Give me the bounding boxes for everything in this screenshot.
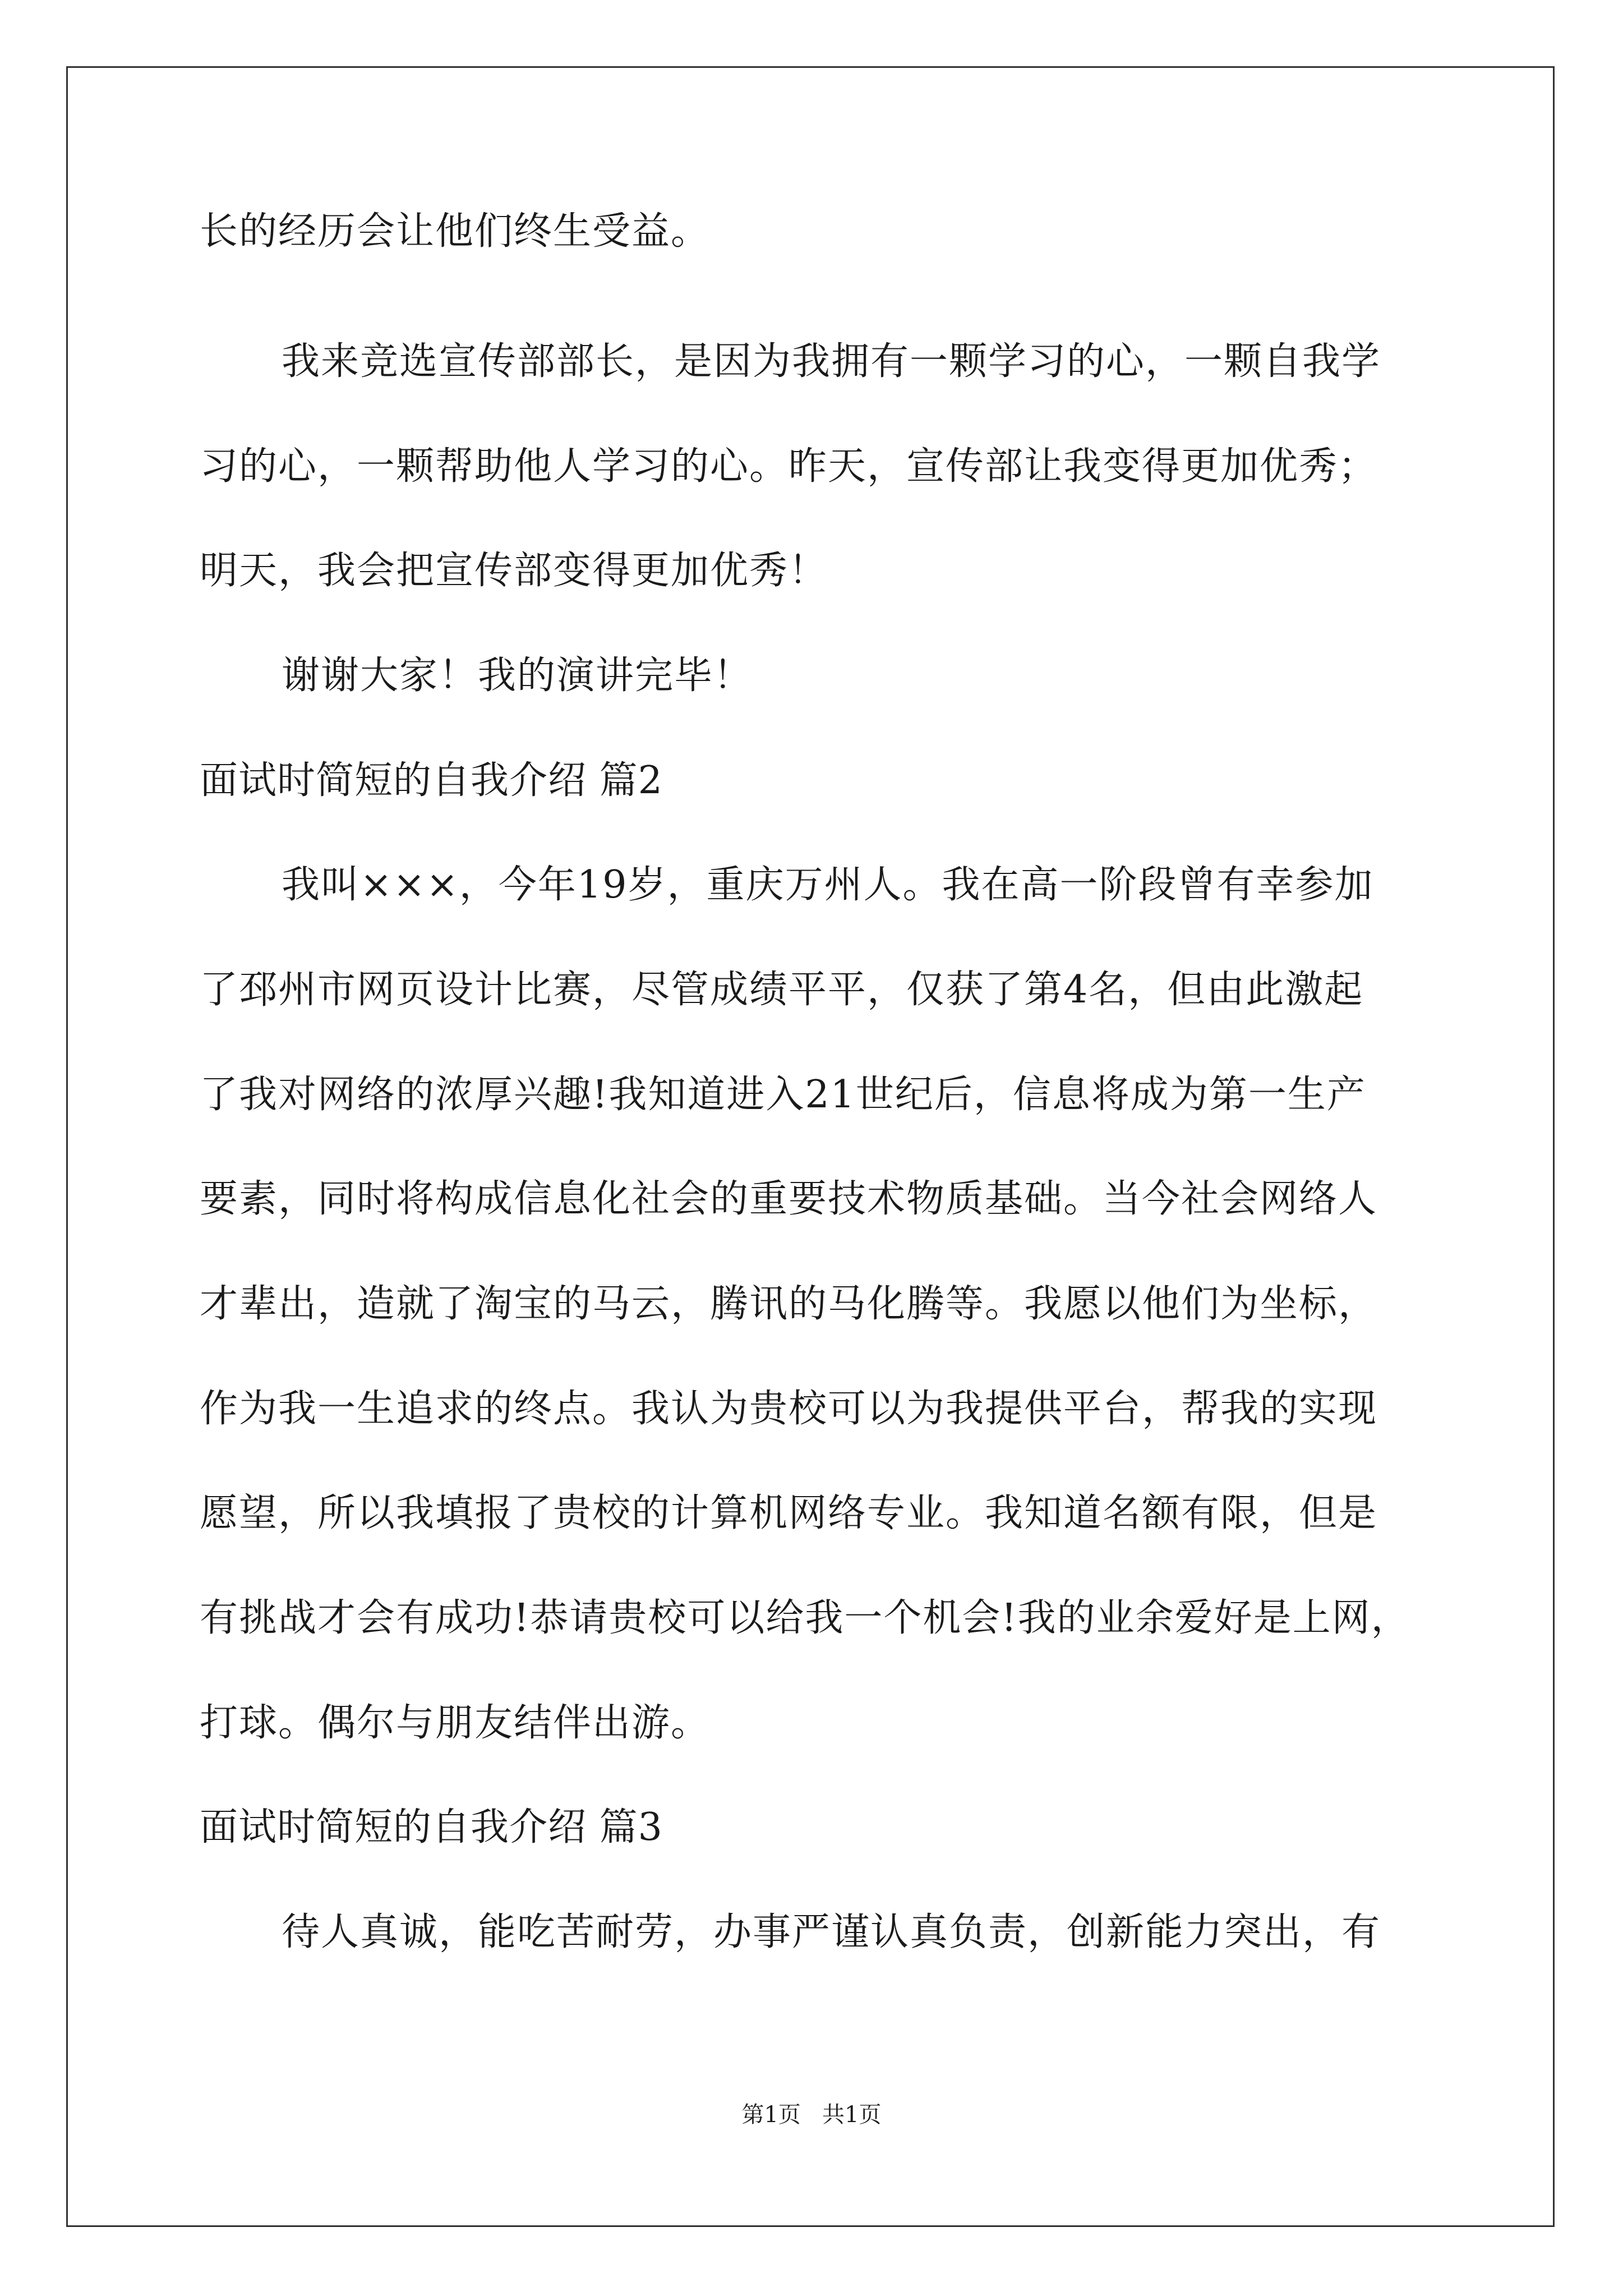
page-footer: 第1页 共1页 <box>741 2102 882 2128</box>
section-heading: 面试时简短的自我介绍 篇3 <box>200 1805 663 1849</box>
paragraph-line: 要素，同时将构成信息化社会的重要技术物质基础。当今社会网络人 <box>200 1177 1378 1221</box>
section-heading: 面试时简短的自我介绍 篇2 <box>200 758 663 803</box>
paragraph-line: 长的经历会让他们终生受益。 <box>200 209 711 254</box>
paragraph-line: 了邳州市网页设计比赛，尽管成绩平平，仅获了第4名，但由此激起 <box>200 968 1364 1012</box>
paragraph-line: 才辈出，造就了淘宝的马云，腾讯的马化腾等。我愿以他们为坐标， <box>200 1282 1378 1326</box>
paragraph-line: 明天，我会把宣传部变得更加优秀！ <box>200 549 828 593</box>
paragraph-line: 愿望，所以我填报了贵校的计算机网络专业。我知道名额有限，但是 <box>200 1491 1378 1535</box>
paragraph-line: 了我对网络的浓厚兴趣!我知道进入21世纪后，信息将成为第一生产 <box>200 1073 1366 1117</box>
paragraph-line: 打球。偶尔与朋友结伴出游。 <box>200 1701 711 1745</box>
paragraph-line: 作为我一生追求的终点。我认为贵校可以为我提供平台，帮我的实现 <box>200 1387 1378 1431</box>
paragraph-line: 我来竞选宣传部部长，是因为我拥有一颗学习的心，一颗自我学 <box>282 339 1381 384</box>
paragraph-line: 有挑战才会有成功!恭请贵校可以给我一个机会!我的业余爱好是上网， <box>200 1596 1410 1640</box>
paragraph-line: 我叫×××，今年19岁，重庆万州人。我在高一阶段曾有幸参加 <box>282 863 1374 907</box>
paragraph-line: 待人真诚，能吃苦耐劳，办事严谨认真负责，创新能力突出，有 <box>282 1910 1381 1954</box>
paragraph-line: 谢谢大家！我的演讲完毕！ <box>282 654 753 698</box>
page-border <box>66 66 1555 2227</box>
paragraph-line: 习的心，一颗帮助他人学习的心。昨天，宣传部让我变得更加优秀； <box>200 444 1378 489</box>
